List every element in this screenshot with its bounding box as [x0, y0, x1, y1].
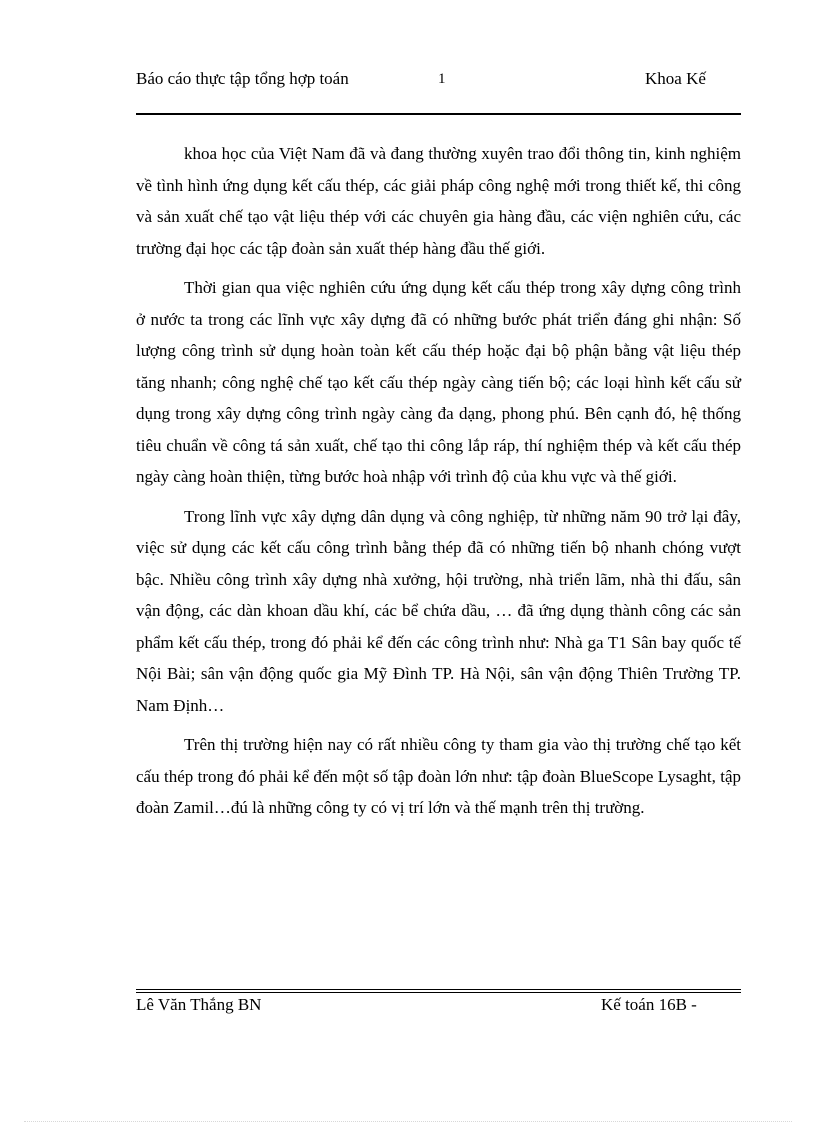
paragraph-1: khoa học của Việt Nam đã và đang thường xuyên trao đổi thông tin, kinh nghiệm về tình hình ứng dụng kết cấu thép, các giải pháp công nghệ mới trong thiết kế, thi công và sản xuất chế tạo vật liệu thép với các chuyên gia hàng đầu, các viện nghiên cứu, các trường đại học các tập đoàn sản xuất thép hàng đầu thế giới. — [136, 144, 741, 258]
footer-class: Kế toán 16B - — [601, 995, 697, 1014]
header-department: Khoa Kế — [645, 69, 706, 88]
paragraph-3: Trong lĩnh vực xây dựng dân dụng và công nghiệp, từ những năm 90 trở lại đây, việc sử dụng các kết cấu công trình bằng thép đã có những tiến bộ nhanh chóng vượt bậc. Nhiều công trình xây dựng nhà xưởng, hội trường, nhà triển lãm, nhà thi đấu, sân vận động, các dàn khoan dầu khí, các bể chứa dầu, … đã ứng dụng thành công các sản phẩm kết cấu thép, trong đó phải kể đến các công trình như: Nhà ga T1 Sân bay quốc tế Nội Bài; sân vận động quốc gia Mỹ Đình TP. Hà Nội, sân vận động Thiên Trường TP. Nam Định… — [136, 506, 741, 715]
footer-divider-top — [136, 989, 741, 990]
body-text — [136, 138, 741, 832]
footer-divider-bottom — [136, 992, 741, 993]
paragraph-4: Trên thị trường hiện nay có rất nhiều công ty tham gia vào thị trường chế tạo kết cấu thép trong đó phải kể đến một số tập đoàn lớn như: tập đoàn BlueScope Lysaght, tập đoàn Zamil…đú là những công ty có vị trí lớn và thế mạnh trên thị trường. — [136, 735, 741, 817]
header-page-number: 1 — [438, 71, 446, 87]
header-divider — [136, 113, 741, 115]
paragraph-2: Thời gian qua việc nghiên cứu ứng dụng kết cấu thép trong xây dựng công trình ở nước ta trong các lĩnh vực xây dựng đã có những bước phát triển đáng ghi nhận: Số lượng công trình sử dụng hoàn toàn kết cấu thép hoặc đại bộ phận bằng vật liệu thép tăng nhanh; công nghệ chế tạo kết cấu thép ngày càng tiến bộ; các loại hình kết cấu sử dụng trong xây dựng công trình ngày càng đa dạng, phong phú. Bên cạnh đó, hệ thống tiêu chuẩn về công tá sản xuất, chế tạo thi công lắp ráp, thí nghiệm thép và kết cấu thép ngày càng hoàn thiện, từng bước hoà nhập với trình độ của khu vực và thế giới. — [136, 278, 741, 486]
header-report-title: Báo cáo thực tập tổng hợp toán — [136, 69, 349, 88]
page-bottom-edge — [24, 1121, 792, 1122]
page-header — [136, 68, 741, 114]
footer-author: Lê Văn Thắng BN — [136, 995, 262, 1014]
